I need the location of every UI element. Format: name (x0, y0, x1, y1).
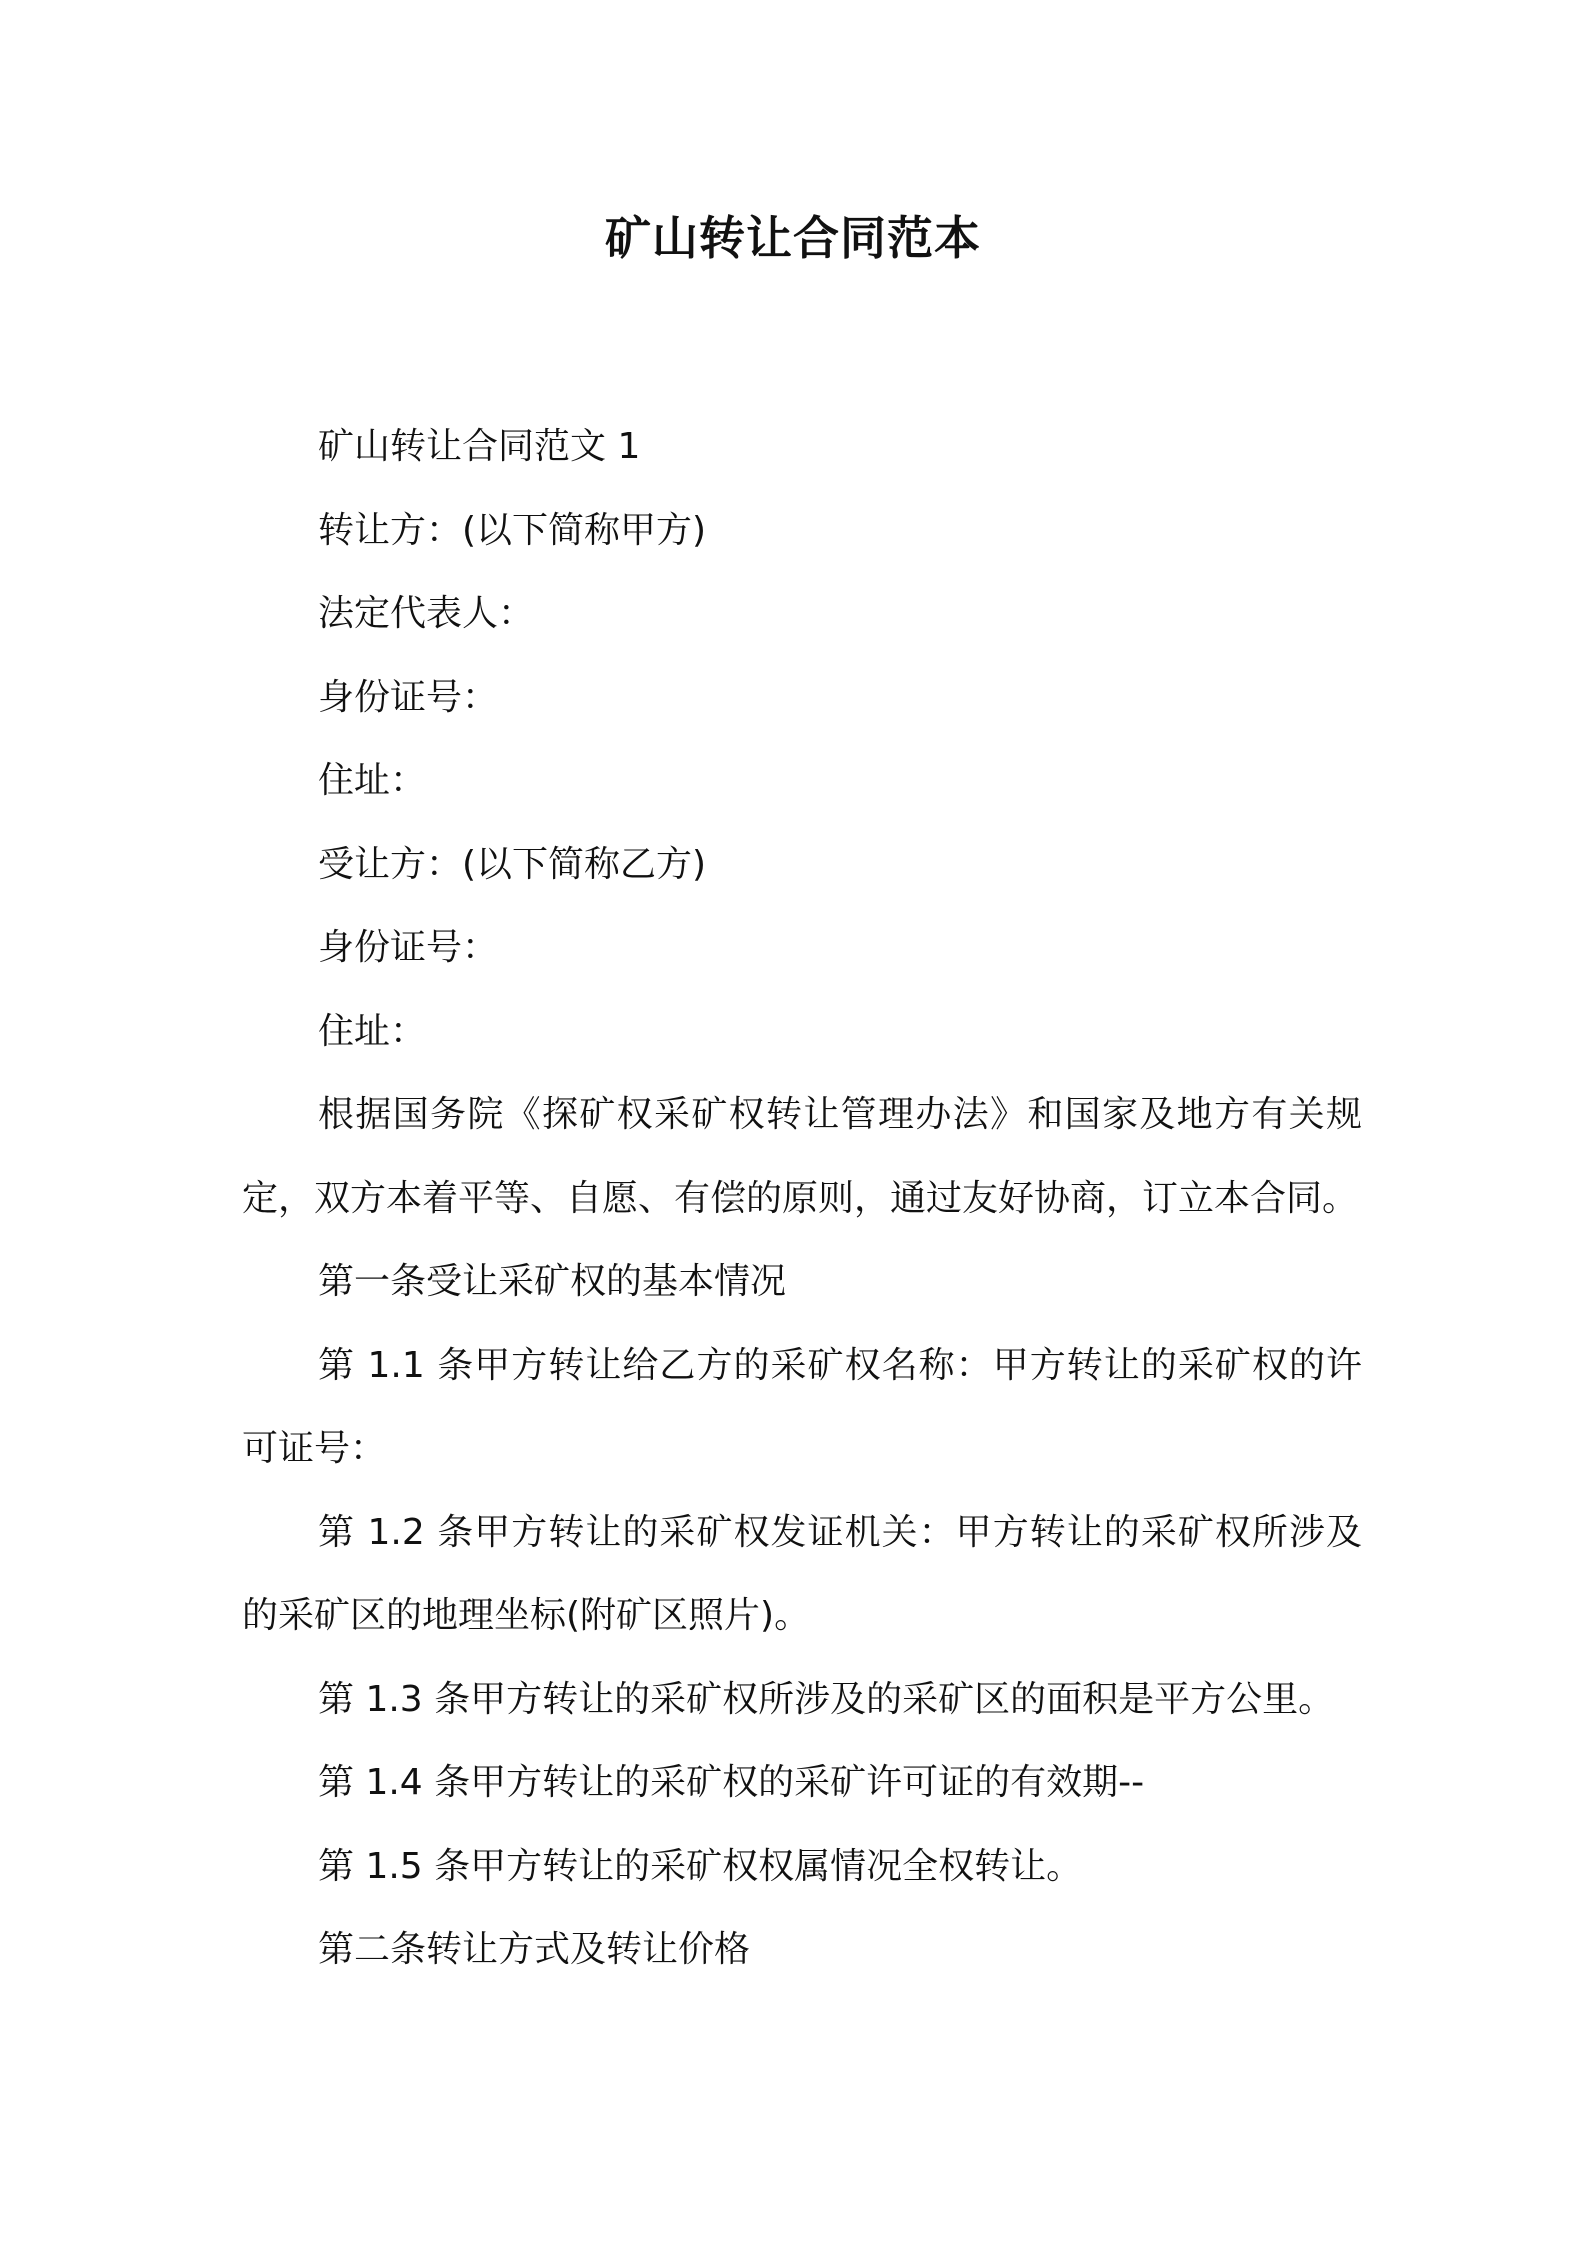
paragraph-heading-1: 矿山转让合同范文 1 (318, 426, 641, 467)
paragraph-id-number-a: 身份证号： (318, 676, 499, 718)
paragraph-address-a: 住址： (318, 760, 427, 801)
document-title: 矿山转让合同范本 (605, 211, 981, 265)
paragraph-clause-1-3: 第 1.3 条甲方转让的采矿权所涉及的采矿区的面积是平方公里。 (318, 1678, 1335, 1720)
paragraph-transferee: 受让方：(以下简称乙方) (318, 843, 707, 885)
paragraph-clause-1-2: 第 1.2 条甲方转让的采矿权发证机关：甲方转让的采矿权所涉及的采矿区的地理坐标(附矿区照片)。 (242, 1511, 1362, 1636)
paragraph-address-b: 住址： (318, 1010, 427, 1052)
paragraph-clause-1-5: 第 1.5 条甲方转让的采矿权权属情况全权转让。 (318, 1845, 1083, 1887)
paragraph-clause-1-4: 第 1.4 条甲方转让的采矿权的采矿许可证的有效期-- (318, 1762, 1145, 1803)
paragraph-article-2: 第二条转让方式及转让价格 (318, 1929, 751, 1970)
document-body (242, 405, 1362, 1992)
paragraph-clause-1-1: 第 1.1 条甲方转让给乙方的采矿权名称：甲方转让的采矿权的许可证号： (242, 1344, 1362, 1469)
paragraph-preamble: 根据国务院《探矿权采矿权转让管理办法》和国家及地方有关规定，双方本着平等、自愿、有偿的原则，通过友好协商，订立本合同。 (242, 1094, 1362, 1219)
paragraph-article-1: 第一条受让采矿权的基本情况 (318, 1261, 787, 1302)
paragraph-legal-rep: 法定代表人： (318, 593, 535, 634)
paragraph-id-number-b: 身份证号： (318, 927, 499, 968)
paragraph-transferor: 转让方：(以下简称甲方) (318, 509, 707, 551)
